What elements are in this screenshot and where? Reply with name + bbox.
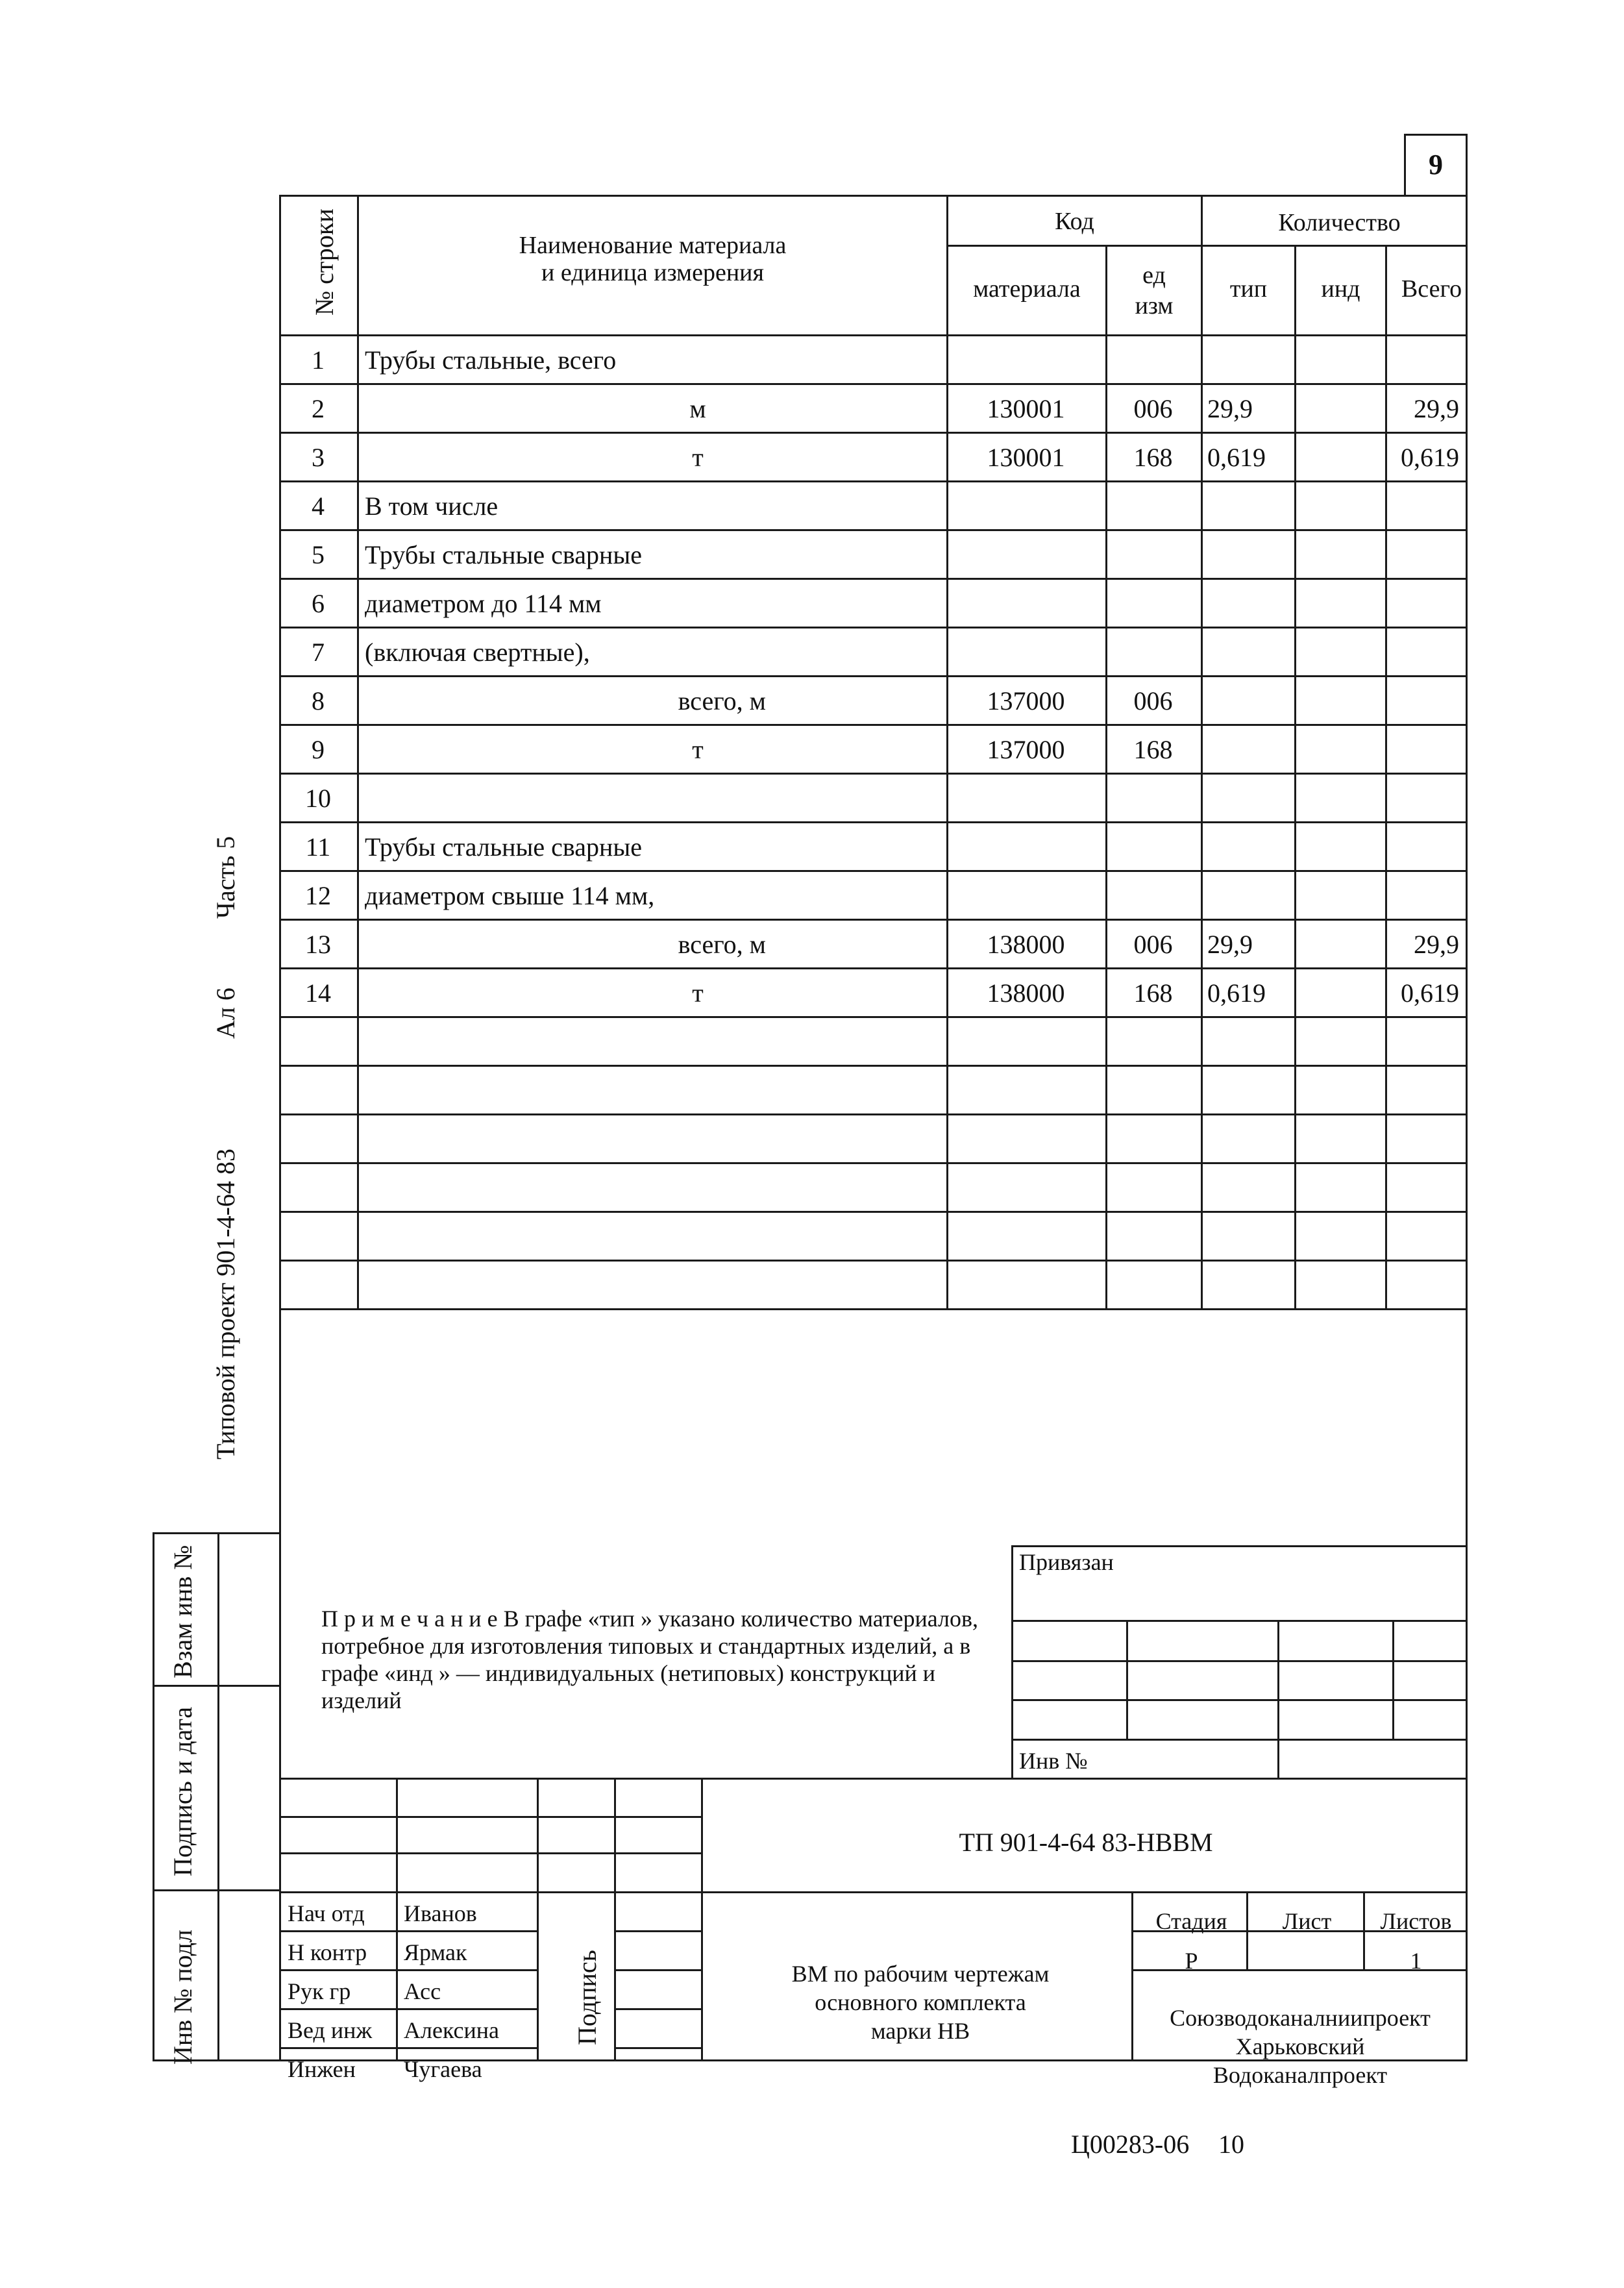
row-number: 2 bbox=[312, 394, 325, 423]
rule-line bbox=[279, 1260, 1468, 1262]
header-unit-line2: изм bbox=[1135, 292, 1174, 319]
row-number: 7 bbox=[312, 638, 325, 667]
row-material-code: 137000 bbox=[987, 686, 1065, 715]
stamp-name: Ярмак bbox=[404, 1939, 467, 1965]
inv-podl-label: Инв № подл bbox=[168, 1930, 197, 2065]
signature-label: Подпись bbox=[572, 1950, 602, 2045]
rule-line bbox=[1011, 1545, 1013, 1780]
rule-line bbox=[279, 1969, 539, 1971]
rule-line bbox=[279, 870, 1468, 872]
row-material-code: 138000 bbox=[987, 930, 1065, 959]
rule-line bbox=[153, 1532, 281, 1534]
sheet-label: Лист bbox=[1282, 1908, 1332, 1934]
row-name: т bbox=[692, 735, 704, 764]
rule-line bbox=[279, 967, 1468, 969]
row-number: 13 bbox=[305, 930, 331, 959]
sheets-value: 1 bbox=[1410, 1948, 1422, 1974]
row-number: 4 bbox=[312, 491, 325, 521]
album-label: Ал 6 bbox=[211, 988, 240, 1039]
rule-line bbox=[217, 1532, 219, 2061]
header-name-line1: Наименование материала bbox=[519, 232, 787, 259]
doc-code: ТП 901-4-64 83-НВВМ bbox=[959, 1828, 1213, 1857]
header-ind: инд bbox=[1321, 275, 1360, 303]
rule-line bbox=[279, 773, 1468, 775]
title-line2: основного комплекта bbox=[815, 1989, 1026, 2015]
rule-line bbox=[537, 1778, 539, 2061]
rule-line bbox=[279, 1308, 1468, 1310]
org-line3: Водоканалпроект bbox=[1212, 2062, 1388, 2088]
rule-line bbox=[614, 1778, 616, 2061]
stage-label: Стадия bbox=[1155, 1908, 1227, 1934]
rule-line bbox=[614, 1930, 703, 1932]
rule-line bbox=[1011, 1660, 1468, 1662]
rule-line bbox=[279, 1852, 703, 1854]
rule-line bbox=[1385, 245, 1387, 1310]
stamp-role: Рук гр bbox=[288, 1978, 351, 2004]
inv-label: Инв № bbox=[1019, 1748, 1088, 1774]
rule-line bbox=[1466, 195, 1468, 2061]
rule-line bbox=[279, 1778, 1468, 1780]
rule-line bbox=[279, 919, 1468, 921]
row-name: диаметром свыше 114 мм, bbox=[365, 881, 655, 910]
row-number: 10 bbox=[305, 784, 331, 813]
row-unit-code: 168 bbox=[1133, 978, 1173, 1008]
header-total: Всего bbox=[1401, 275, 1462, 303]
rule-line bbox=[279, 432, 1468, 434]
row-number: 14 bbox=[305, 978, 331, 1008]
row-unit-code: 006 bbox=[1133, 394, 1173, 423]
rule-line bbox=[279, 627, 1468, 628]
rule-line bbox=[153, 1532, 154, 2061]
rule-line bbox=[701, 1778, 703, 2061]
row-unit-code: 168 bbox=[1133, 443, 1173, 472]
row-number: 5 bbox=[312, 540, 325, 569]
rule-line bbox=[279, 1016, 1468, 1018]
org-line2: Харьковский bbox=[1235, 2033, 1365, 2059]
rule-line bbox=[279, 578, 1468, 580]
title-line1: ВМ по рабочим чертежам bbox=[791, 1961, 1050, 1987]
rule-line bbox=[614, 2047, 703, 2049]
rule-line bbox=[279, 1211, 1468, 1213]
header-unit-line1: ед bbox=[1142, 262, 1166, 289]
row-number: 1 bbox=[312, 345, 325, 375]
rule-line bbox=[153, 1889, 281, 1891]
row-qty-typ: 29,9 bbox=[1207, 930, 1253, 959]
rule-line bbox=[1011, 1545, 1468, 1547]
rule-line bbox=[279, 724, 1468, 726]
row-material-code: 137000 bbox=[987, 735, 1065, 764]
title-line3: марки НВ bbox=[870, 2018, 970, 2044]
rule-line bbox=[1294, 245, 1296, 1310]
part-label: Часть 5 bbox=[211, 836, 240, 919]
row-name: В том числе bbox=[365, 491, 498, 521]
bound-label: Привязан bbox=[1019, 1549, 1114, 1575]
stamp-name: Асс bbox=[404, 1978, 441, 2004]
stamp-name: Алексина bbox=[404, 2017, 500, 2043]
row-qty-total: 29,9 bbox=[1414, 930, 1459, 959]
rule-line bbox=[1126, 1620, 1128, 1741]
rule-line bbox=[614, 1969, 703, 1971]
row-name: Трубы стальные сварные bbox=[365, 832, 643, 862]
header-row-number: № строки bbox=[310, 208, 339, 316]
row-name: (включая свертные), bbox=[365, 638, 590, 667]
note bbox=[321, 1605, 983, 1714]
rule-line bbox=[1201, 195, 1203, 1310]
header-typ: тип bbox=[1229, 275, 1268, 303]
page-number: 9 bbox=[1429, 149, 1443, 180]
row-number: 6 bbox=[312, 589, 325, 618]
header-quantity: Количество bbox=[1278, 209, 1401, 236]
rule-line bbox=[279, 1816, 703, 1818]
rule-line bbox=[396, 1778, 398, 2061]
stamp-role: Инжен bbox=[288, 2056, 356, 2082]
rule-line bbox=[279, 195, 281, 2061]
row-number: 12 bbox=[305, 881, 331, 910]
row-name: м bbox=[689, 394, 706, 423]
rule-line bbox=[357, 195, 359, 1310]
rule-line bbox=[279, 334, 1468, 336]
org-line1: Союзводоканалниипроект bbox=[1170, 2005, 1431, 2031]
row-material-code: 138000 bbox=[987, 978, 1065, 1008]
sheets-label: Листов bbox=[1380, 1908, 1452, 1934]
stamp-name: Чугаева bbox=[404, 2056, 482, 2082]
stage-value: Р bbox=[1185, 1948, 1198, 1974]
stamp-role: Н контр bbox=[288, 1939, 367, 1965]
rule-line bbox=[1011, 1620, 1468, 1622]
stamp-role: Вед инж bbox=[288, 2017, 373, 2043]
rule-line bbox=[153, 1685, 281, 1687]
rule-line bbox=[279, 1162, 1468, 1164]
row-name: Трубы стальные, всего bbox=[365, 345, 617, 375]
rule-line bbox=[279, 1930, 539, 1932]
header-material: материала bbox=[973, 275, 1081, 303]
rule-line bbox=[279, 383, 1468, 385]
rule-line bbox=[279, 1113, 1468, 1115]
row-qty-total: 29,9 bbox=[1414, 394, 1459, 423]
stamp-role: Нач отд bbox=[288, 1900, 365, 1926]
rule-line bbox=[279, 1065, 1468, 1067]
footer-code: Ц00283-06 bbox=[1071, 2130, 1190, 2159]
rule-line bbox=[1011, 1739, 1468, 1741]
rule-line bbox=[279, 2047, 539, 2049]
project-label: Типовой проект 901-4-64 83 bbox=[211, 1149, 240, 1460]
row-unit-code: 006 bbox=[1133, 930, 1173, 959]
row-qty-typ: 0,619 bbox=[1207, 978, 1266, 1008]
row-unit-code: 006 bbox=[1133, 686, 1173, 715]
rule-line bbox=[279, 1891, 1468, 1893]
rule-line bbox=[1277, 1620, 1279, 1780]
row-number: 8 bbox=[312, 686, 325, 715]
rule-line bbox=[279, 195, 1468, 197]
note-text: В графе «тип » указано количество материалов, потребное для изготовления типовых и стандартных изделий, а в графе «инд » — индивидуальных (нетиповых) конструкций и изделий bbox=[321, 1606, 979, 1713]
row-number: 11 bbox=[305, 832, 331, 862]
row-material-code: 130001 bbox=[987, 443, 1065, 472]
rule-line bbox=[614, 2008, 703, 2010]
row-qty-typ: 29,9 bbox=[1207, 394, 1253, 423]
row-qty-total: 0,619 bbox=[1401, 978, 1459, 1008]
row-qty-typ: 0,619 bbox=[1207, 443, 1266, 472]
row-qty-total: 0,619 bbox=[1401, 443, 1459, 472]
row-name: диаметром до 114 мм bbox=[365, 589, 602, 618]
rule-line bbox=[279, 2008, 539, 2010]
header-code: Код bbox=[1055, 208, 1094, 235]
footer-number: 10 bbox=[1218, 2130, 1244, 2159]
rule-line bbox=[279, 480, 1468, 482]
rule-line bbox=[1392, 1620, 1394, 1741]
vzam-inv-label: Взам инв № bbox=[168, 1545, 197, 1678]
signature-date-label: Подпись и дата bbox=[168, 1706, 197, 1876]
note-prefix: П р и м е ч а н и е bbox=[321, 1606, 498, 1632]
row-name: всего, м bbox=[678, 686, 766, 715]
row-unit-code: 168 bbox=[1133, 735, 1173, 764]
row-name: т bbox=[692, 443, 704, 472]
row-number: 3 bbox=[312, 443, 325, 472]
row-number: 9 bbox=[312, 735, 325, 764]
row-name: всего, м bbox=[678, 930, 766, 959]
row-name: Трубы стальные сварные bbox=[365, 540, 643, 569]
rule-line bbox=[279, 675, 1468, 677]
row-name: т bbox=[692, 978, 704, 1008]
rule-line bbox=[1011, 1699, 1468, 1701]
rule-line bbox=[279, 529, 1468, 531]
header-name-line2: и единица измерения bbox=[541, 259, 764, 286]
row-material-code: 130001 bbox=[987, 394, 1065, 423]
rule-line bbox=[946, 245, 1468, 247]
stamp-name: Иванов bbox=[404, 1900, 477, 1926]
rule-line bbox=[279, 821, 1468, 823]
